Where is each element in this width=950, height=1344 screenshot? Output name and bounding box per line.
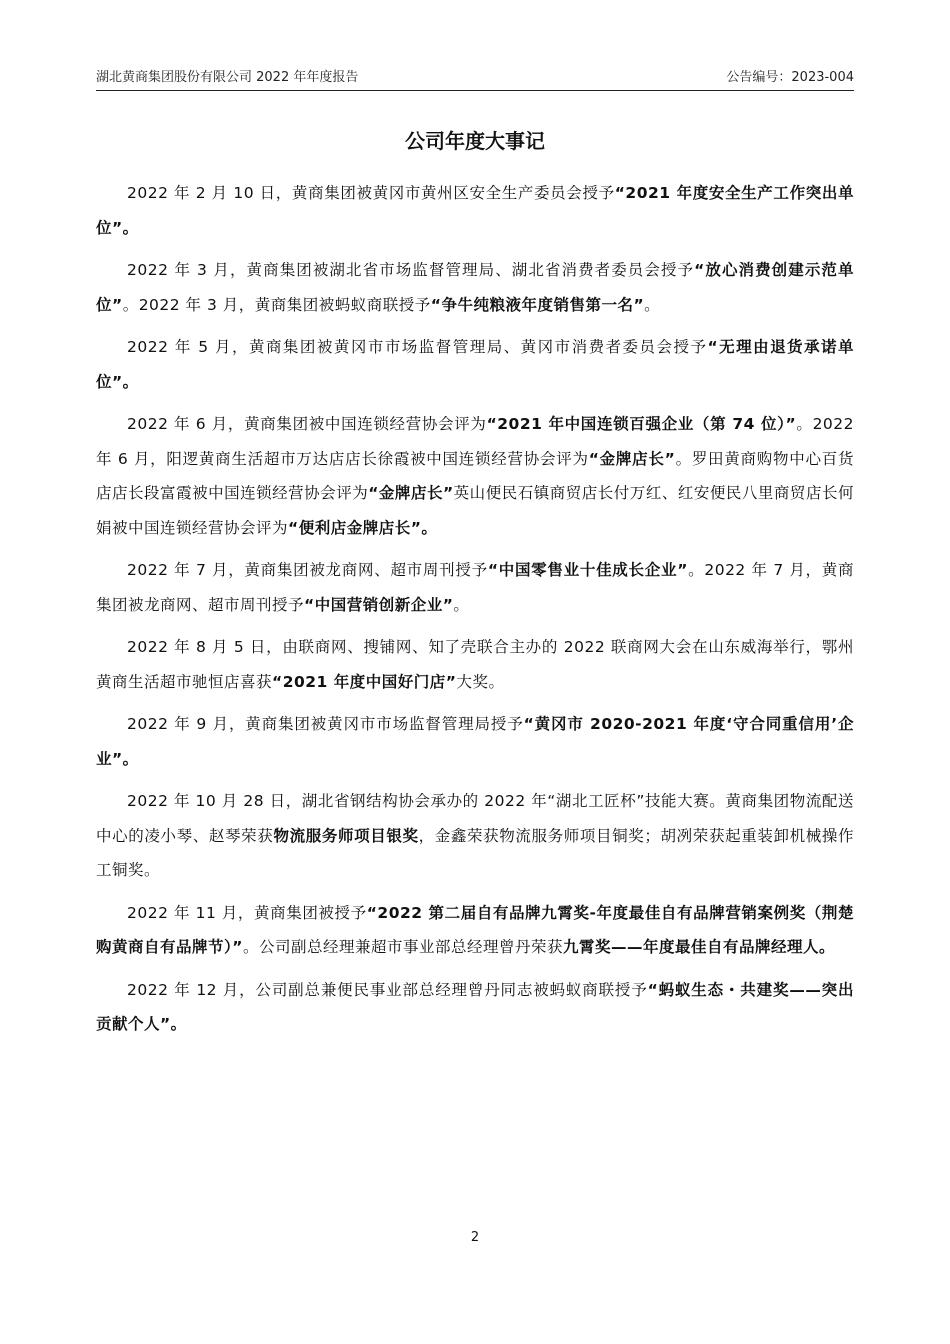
award-name: “中国营销创新企业” xyxy=(304,595,454,614)
event-paragraph xyxy=(96,784,854,888)
award-name: “2021 年度中国好门店” xyxy=(272,672,457,691)
event-text: 2022 年 8 月 5 日，由联商网、搜铺网、知了壳联合主办的 2022 联商网大会在山东威海举行，鄂州黄商生活超市驰恒店喜获 xyxy=(96,638,854,691)
event-paragraph xyxy=(96,630,854,699)
award-name: “2021 年中国连锁百强企业（第 74 位）” xyxy=(486,415,797,433)
header-report-title: 湖北黄商集团股份有限公司 2022 年年度报告 xyxy=(96,70,359,85)
award-name: 九霄奖——年度最佳自有品牌经理人。 xyxy=(562,938,835,956)
event-paragraph xyxy=(96,407,854,545)
event-text: 。 xyxy=(644,295,661,314)
award-name: “金牌店长” xyxy=(588,449,676,468)
header-divider xyxy=(96,90,854,91)
event-text: 英山便民石镇商贸店长付万红、红安便民八里商贸店长何娟被中国连锁经营协会评为 xyxy=(96,484,854,537)
event-paragraph xyxy=(96,176,854,245)
event-text: 2022 年 2 月 10 日，黄商集团被黄冈市黄州区安全生产委员会授予 xyxy=(127,184,615,202)
award-name: “蚂蚁生态・共建奖——突出贡献个人”。 xyxy=(96,980,854,1033)
event-text: 2022 年 5 月，黄商集团被黄冈市市场监督管理局、黄冈市消费者委员会授予 xyxy=(127,338,708,356)
award-name: “2022 第二届自有品牌九霄奖-年度最佳自有品牌营销案例奖（荆楚购黄商自有品牌节）” xyxy=(96,903,854,956)
event-text: 2022 年 12 月，公司副总兼便民事业部总经理曾丹同志被蚂蚁商联授予 xyxy=(127,980,648,999)
events-body xyxy=(96,176,854,1050)
event-text: 2022 年 7 月，黄商集团被龙商网、超市周刊授予 xyxy=(127,561,488,579)
event-text: 2022 年 6 月，黄商集团被中国连锁经营协会评为 xyxy=(127,415,487,433)
event-text: 2022 年 3 月，黄商集团被湖北省市场监督管理局、湖北省消费者委员会授予 xyxy=(127,261,695,279)
event-text: 。罗田黄商购物中心百货店店长段富霞被中国连锁经营协会评为 xyxy=(96,449,854,502)
award-name: “金牌店长” xyxy=(368,484,454,502)
award-name: “无理由退货承诺单位”。 xyxy=(96,338,854,391)
event-paragraph xyxy=(96,707,854,776)
award-name: “黄冈市 2020-2021 年度‘守合同重信用’企业”。 xyxy=(96,715,854,768)
event-paragraph xyxy=(96,553,854,622)
page-header xyxy=(96,68,854,88)
event-text: 2022 年 9 月，黄商集团被黄冈市市场监督管理局授予 xyxy=(127,715,524,733)
event-text: ，金鑫荣获物流服务师项目铜奖；胡冽荣获起重装卸机械操作工铜奖。 xyxy=(96,826,854,879)
event-text: 2022 年 11 月，黄商集团被授予 xyxy=(127,903,367,922)
page-title: 公司年度大事记 xyxy=(405,129,545,153)
event-paragraph xyxy=(96,330,854,399)
event-paragraph xyxy=(96,896,854,965)
award-name: “中国零售业十佳成长企业” xyxy=(487,561,688,579)
event-text: 。公司副总经理兼超市事业部总经理曾丹荣获 xyxy=(242,938,563,956)
page-number: 2 xyxy=(470,1230,480,1245)
award-name: “2021 年度安全生产工作突出单位”。 xyxy=(96,184,854,237)
event-text: 。2022 年 7 月，黄商集团被龙商网、超市周刊授予 xyxy=(96,561,855,614)
header-notice-number: 公告编号：2023-004 xyxy=(726,70,854,85)
event-text: 大奖。 xyxy=(456,672,505,691)
event-text: 。 xyxy=(453,595,470,614)
event-text: 。2022 年 3 月，黄商集团被蚂蚁商联授予 xyxy=(122,295,431,314)
award-name: “放心消费创建示范单位” xyxy=(96,261,854,314)
award-name: “争牛纯粮液年度销售第一名” xyxy=(430,295,645,314)
event-paragraph xyxy=(96,253,854,322)
event-paragraph xyxy=(96,973,854,1042)
event-text: 。2022 年 6 月，阳逻黄商生活超市万达店店长徐霞被中国连锁经营协会评为 xyxy=(96,415,855,468)
award-name: “便利店金牌店长”。 xyxy=(288,518,438,537)
award-name: 物流服务师项目银奖 xyxy=(273,826,419,845)
event-text: 2022 年 10 月 28 日，湖北省钢结构协会承办的 2022 年“湖北工匠杯”技能大赛。黄商集团物流配送中心的凌小琴、赵琴荣获 xyxy=(96,792,854,845)
